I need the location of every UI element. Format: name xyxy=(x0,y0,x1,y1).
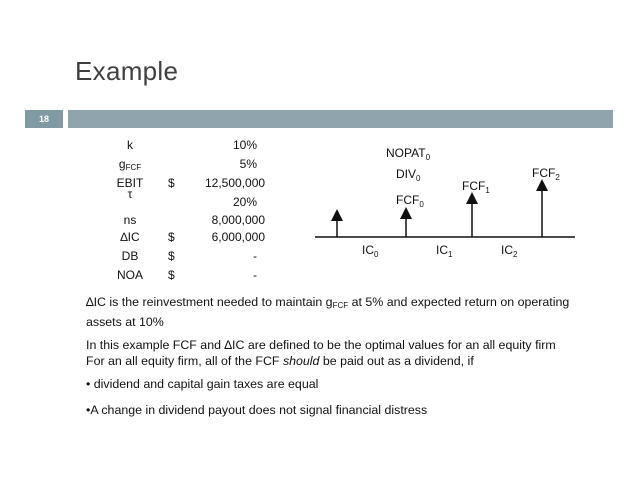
variable-label: EBIT xyxy=(116,176,144,190)
variable-value: 20% xyxy=(232,195,257,209)
paragraph-reinvestment: ∆IC is the reinvestment needed to maintain $g_{FCF}$ at 5% and expected return on operating assets at 10% xyxy=(86,295,570,329)
variable-label: $g_{FCF}$ xyxy=(118,157,142,172)
variable-value: 10% xyxy=(232,138,257,152)
ic1-label: $IC_1$ xyxy=(436,243,453,259)
variable-value: 12,500,000 xyxy=(205,176,266,190)
cash-flow-timeline xyxy=(300,135,590,270)
fcf1-label: $FCF_1$ xyxy=(462,179,490,195)
variable-label: ∆IC xyxy=(120,230,140,244)
paragraph-all-equity: For an all equity firm, all of the FCF should be paid out as a dividend, if xyxy=(86,354,474,368)
fcf0-label: $FCF_0$ xyxy=(396,193,424,209)
div-label: $DIV_0$ xyxy=(396,167,421,183)
variable-value: 6,000,000 xyxy=(211,230,265,244)
dollar-sign: $ xyxy=(168,268,175,282)
ic0-label: $IC_0$ xyxy=(362,243,379,259)
variable-value: - xyxy=(253,268,257,282)
slide-body-text xyxy=(86,294,586,425)
dollar-sign: $ xyxy=(168,230,175,244)
variable-label: τ xyxy=(127,187,133,201)
fcf2-label: $FCF_2$ xyxy=(532,166,560,182)
variable-label: DB xyxy=(121,249,139,263)
variable-label: NOA xyxy=(116,268,143,282)
slide-number-badge: 18 xyxy=(25,110,63,128)
header-bar xyxy=(68,110,613,128)
variable-value: - xyxy=(253,249,257,263)
dollar-sign: $ xyxy=(168,249,175,263)
variable-label: k xyxy=(127,138,133,152)
nopat-label: $NOPAT_0$ xyxy=(386,146,431,162)
slide-title: Example xyxy=(75,56,179,86)
variable-label: ns xyxy=(123,213,137,227)
variable-value: 5% xyxy=(239,157,257,171)
dollar-sign: $ xyxy=(168,176,175,190)
bullet-distress: •A change in dividend payout does not signal financial distress xyxy=(86,403,428,417)
variable-value: 8,000,000 xyxy=(211,213,265,227)
bullet-taxes: • dividend and capital gain taxes are equal xyxy=(86,377,319,391)
ic2-label: $IC_2$ xyxy=(501,243,518,259)
paragraph-definition: In this example FCF and ∆IC are defined to be the optimal values for an all equity firm xyxy=(86,338,556,352)
